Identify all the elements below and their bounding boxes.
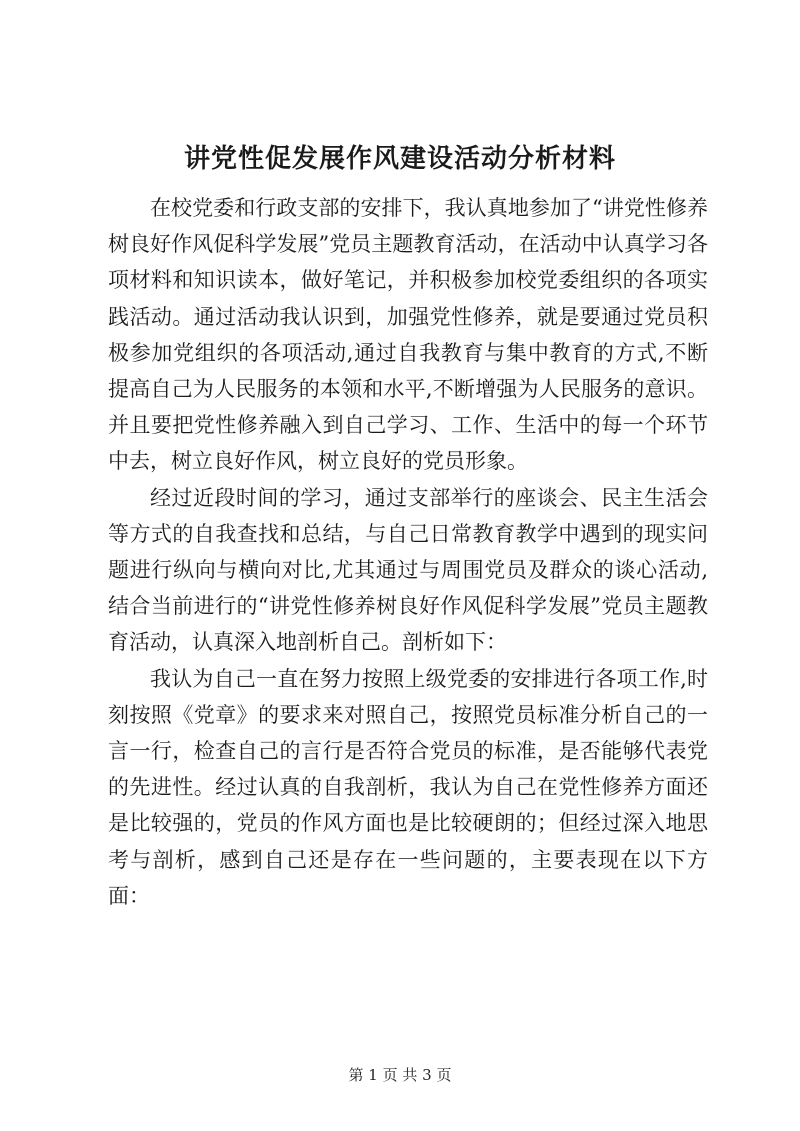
paragraph-2: 经过近段时间的学习，通过支部举行的座谈会、民主生活会等方式的自我查找和总结，与自己日常教育教学中遇到的现实问题进行纵向与横向对比,尤其通过与周围党员及群众的谈心活动,结合当前进行的“讲党性修养树良好作风促科学发展”党员主题教育活动，认真深入地剖析自己。剖析如下：: [108, 485, 708, 655]
document-body: [108, 190, 708, 914]
document-title: 讲党性促发展作风建设活动分析材料: [183, 144, 616, 174]
paragraph-3: 我认为自己一直在努力按照上级党委的安排进行各项工作,时刻按照《党章》的要求来对照自己，按照党员标准分析自己的一言一行，检查自己的言行是否符合党员的标准，是否能够代表党的先进性。经过认真的自我剖析，我认为自己在党性修养方面还是比较强的，党员的作风方面也是比较硬朗的；但经过深入地思考与剖析，感到自己还是存在一些问题的，主要表现在以下方面：: [108, 666, 708, 908]
paragraph-1: 在校党委和行政支部的安排下，我认真地参加了“讲党性修养树良好作风促科学发展”党员主题教育活动，在活动中认真学习各项材料和知识读本，做好笔记，并积极参加校党委组织的各项实践活动。通过活动我认识到，加强党性修养，就是要通过党员积极参加党组织的各项活动,通过自我教育与集中教育的方式,不断提高自己为人民服务的本领和水平,不断增强为人民服务的意识。并且要把党性修养融入到自己学习、工作、生活中的每一个环节中去，树立良好作风，树立良好的党员形象。: [108, 196, 708, 474]
page-footer: 第 1 页 共 3 页: [348, 1066, 452, 1084]
